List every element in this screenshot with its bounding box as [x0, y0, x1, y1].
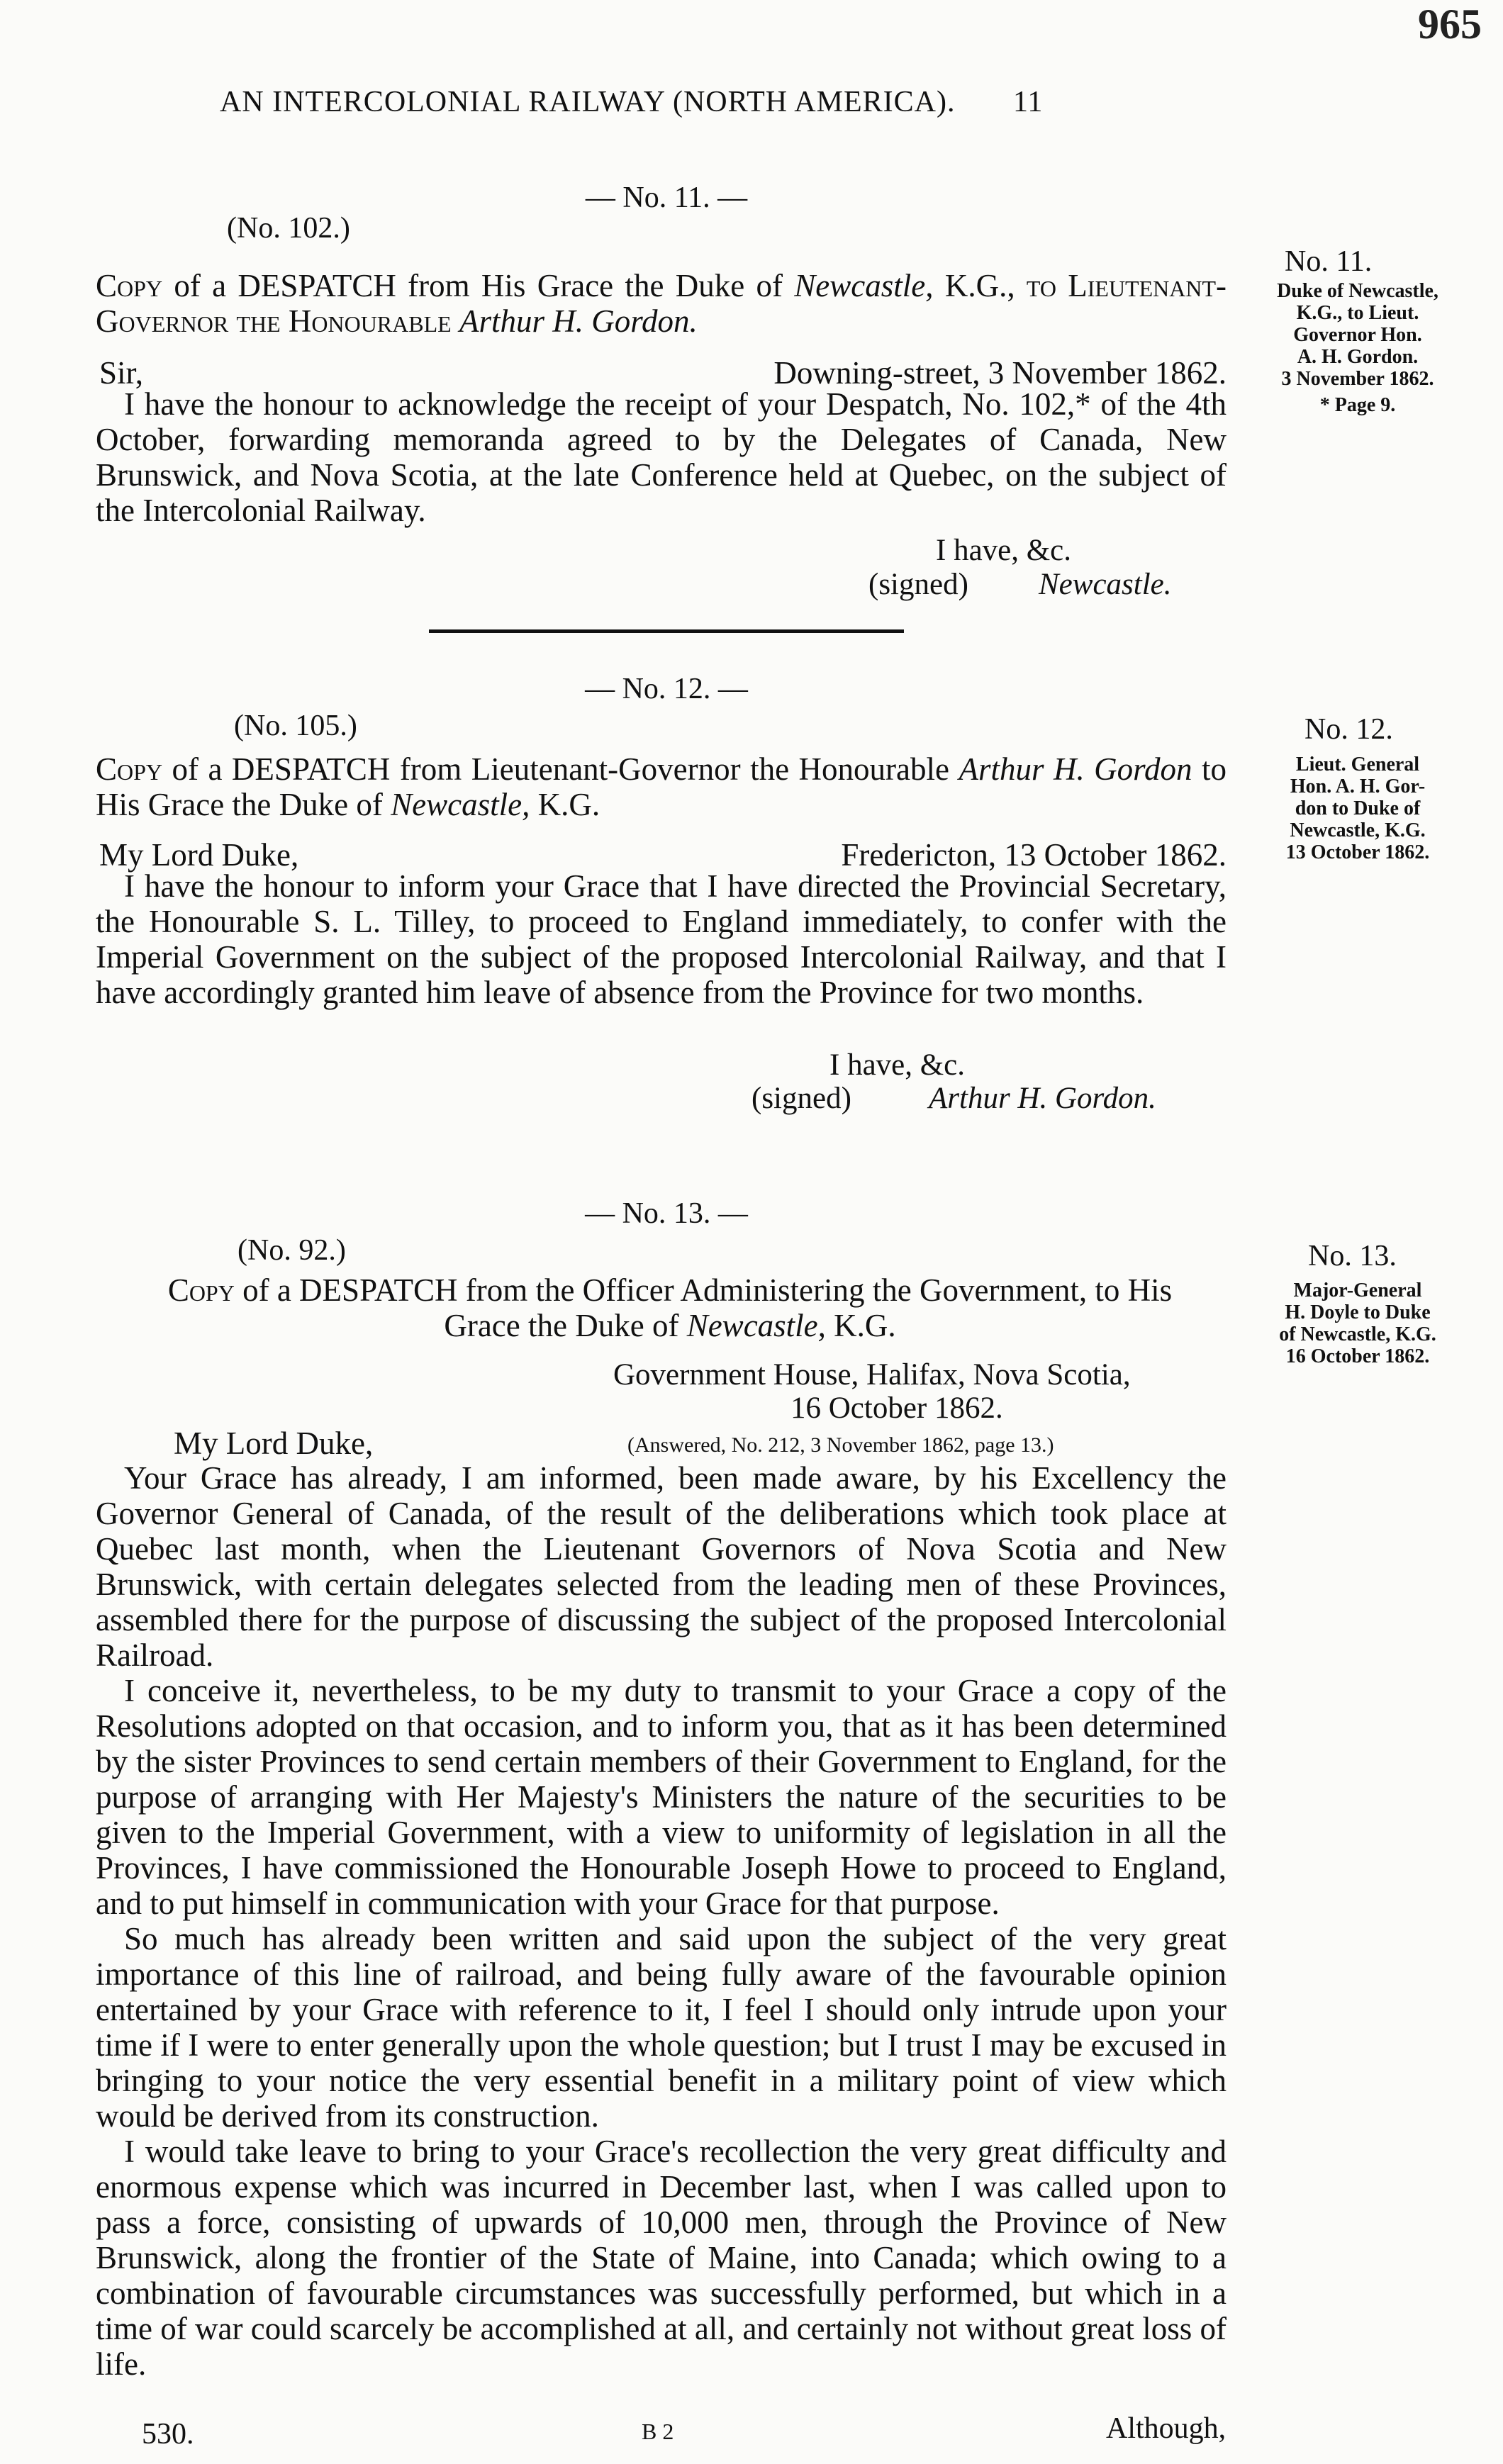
margin-line: Newcastle, K.G. — [1290, 819, 1426, 841]
margin-note-12 — [1241, 754, 1475, 863]
copy-lead: Copy — [96, 751, 163, 787]
margin-line: 3 November 1862. — [1281, 368, 1434, 390]
copy-italic: Newcastle, — [391, 787, 530, 822]
margin-note-11 — [1241, 280, 1475, 416]
copy-heading-11 — [96, 268, 1227, 339]
body-13 — [96, 1460, 1227, 2382]
copy-text: of a DESPATCH from the Officer Administering the Government, to His Grace the Duke of — [242, 1272, 1173, 1343]
margin-line: H. Doyle to Duke — [1285, 1301, 1431, 1323]
copy-italic: Arthur H. Gordon. — [459, 303, 698, 339]
footer-number: 530. — [142, 2418, 194, 2451]
margin-line: 13 October 1862. — [1285, 841, 1430, 863]
signature-11: Newcastle. — [1039, 568, 1172, 601]
copy-rest: K.G., to Lieutenant-Governor the Honourable — [96, 268, 1227, 339]
copy-rest: to His Grace the Duke of — [96, 751, 1227, 822]
paragraph: Your Grace has already, I am informed, been made aware, by his Excellency the Governor General of Canada, of the result of the deliberations which took place at Quebec last month, when the Lieutenant Governors of Nova Scotia and New Brunswick, with certain delegates selected from the leading men of these Provinces, assembled there for the purpose of discussing the subject of the proposed Intercolonial Railroad. — [96, 1460, 1227, 1673]
margin-number-12: No. 12. — [1304, 713, 1393, 746]
copy-heading-13 — [135, 1272, 1205, 1343]
margin-line: Hon. A. H. Gor- — [1290, 775, 1426, 797]
section-number-11: — No. 11. — — [585, 181, 748, 214]
copy-text: of a DESPATCH from His Grace the Duke of — [174, 268, 783, 303]
salutation: My Lord Duke, — [99, 837, 299, 873]
answered-note-13: (Answered, No. 212, 3 November 1862, page 13.) — [627, 1433, 1054, 1457]
running-header — [220, 85, 1043, 119]
copy-heading-12 — [96, 751, 1227, 822]
margin-line: 16 October 1862. — [1285, 1345, 1430, 1367]
date-13: 16 October 1862. — [790, 1391, 1003, 1425]
salutation: Sir, — [99, 355, 143, 391]
margin-line: of Newcastle, K.G. — [1279, 1323, 1436, 1345]
section-number-13: — No. 13. — — [585, 1197, 748, 1230]
body-11 — [96, 386, 1227, 528]
closing-11: I have, &c. — [936, 534, 1072, 567]
paragraph: I have the honour to acknowledge the receipt of your Despatch, No. 102,* of the 4th October, forwarding memoranda agreed to by the Delegates of Canada, New Brunswick, and Nova Scotia, at the late Conference held at Quebec, on the subject of the Intercolonial Railway. — [96, 386, 1227, 528]
margin-note-13 — [1241, 1279, 1475, 1367]
body-12 — [96, 868, 1227, 1010]
handwritten-page-mark: 965 — [1418, 1, 1482, 47]
copy-italic: Newcastle, — [686, 1308, 826, 1343]
signed-12: (signed) — [752, 1082, 851, 1115]
signature-12: Arthur H. Gordon. — [929, 1082, 1156, 1115]
margin-line: A. H. Gordon. — [1297, 346, 1419, 368]
margin-line: K.G., to Lieut. — [1296, 302, 1419, 324]
margin-line: Lieut. General — [1295, 754, 1420, 775]
margin-number-13: No. 13. — [1308, 1240, 1397, 1272]
copy-tail: K.G. — [537, 787, 600, 822]
margin-line: * Page 9. — [1319, 394, 1396, 416]
footer-signature-mark: B 2 — [642, 2419, 674, 2444]
place-13: Government House, Halifax, Nova Scotia, — [613, 1358, 1131, 1391]
copy-text: of a DESPATCH from Lieutenant-Governor the Honourable — [172, 751, 949, 787]
copy-rest: K.G. — [834, 1308, 896, 1343]
copy-italic: Arthur H. Gordon — [959, 751, 1192, 787]
paragraph: I conceive it, nevertheless, to be my duty to transmit to your Grace a copy of the Resolutions adopted on that occasion, and to inform you, that as it has been determined by the sister Provinces to send certain members of their Government to England, for the purpose of arranging with Her Majesty's Ministers the nature of the securities to be given to the Imperial Government, with a view to uniformity of legislation in all the Provinces, I have commissioned the Honourable Joseph Howe to proceed to England, and to put himself in communication with your Grace for that purpose. — [96, 1673, 1227, 1921]
margin-line: Governor Hon. — [1293, 324, 1422, 346]
paragraph: I would take leave to bring to your Grace's recollection the very great difficulty and enormous expense which was incurred in December last, when I was called upon to pass a force, consisting of upwards of 10,000 men, through the Province of New Brunswick, along the frontier of the State of Maine, into Canada; which owing to a combination of favourable circumstances was successfully performed, but which in a time of war could scarcely be accomplished at all, and certainly not without great loss of life. — [96, 2134, 1227, 2382]
place-date: Fredericton, 13 October 1862. — [841, 837, 1227, 873]
despatch-ref-12: (No. 105.) — [234, 710, 357, 742]
margin-line: Duke of Newcastle, — [1277, 280, 1438, 302]
page-number: 11 — [1012, 86, 1044, 118]
margin-line: Major-General — [1293, 1279, 1422, 1301]
margin-number-11: No. 11. — [1285, 245, 1373, 278]
section-divider — [429, 629, 904, 633]
copy-lead: Copy — [167, 1272, 235, 1308]
copy-italic: Newcastle, — [794, 268, 934, 303]
despatch-ref-11: (No. 102.) — [227, 212, 350, 245]
paragraph: So much has already been written and said upon the subject of the very great importance of this line of railroad, and being fully aware of the favourable opinion entertained by your Grace with reference to it, I feel I should only intrude upon your time if I were to enter generally upon the whole question; but I trust I may be excused in bringing to your notice the very essential benefit in a military point of view which would be derived from its construction. — [96, 1921, 1227, 2134]
copy-lead: Copy — [96, 268, 163, 303]
margin-line: don to Duke of — [1295, 797, 1421, 819]
paragraph: I have the honour to inform your Grace that I have directed the Provincial Secretary, the Honourable S. L. Tilley, to proceed to England immediately, to confer with the Imperial Government on the subject of the proposed Intercolonial Railway, and that I have accordingly granted him leave of absence from the Province for two months. — [96, 868, 1227, 1010]
closing-12: I have, &c. — [829, 1048, 966, 1082]
section-number-12: — No. 12. — — [585, 673, 748, 705]
place-date: Downing-street, 3 November 1862. — [773, 355, 1227, 391]
signed-11: (signed) — [868, 568, 968, 601]
salutation-13: My Lord Duke, — [174, 1426, 374, 1461]
header-title: AN INTERCOLONIAL RAILWAY (NORTH AMERICA). — [220, 86, 956, 118]
catchword: Although, — [1106, 2412, 1227, 2445]
despatch-ref-13: (No. 92.) — [238, 1234, 346, 1267]
